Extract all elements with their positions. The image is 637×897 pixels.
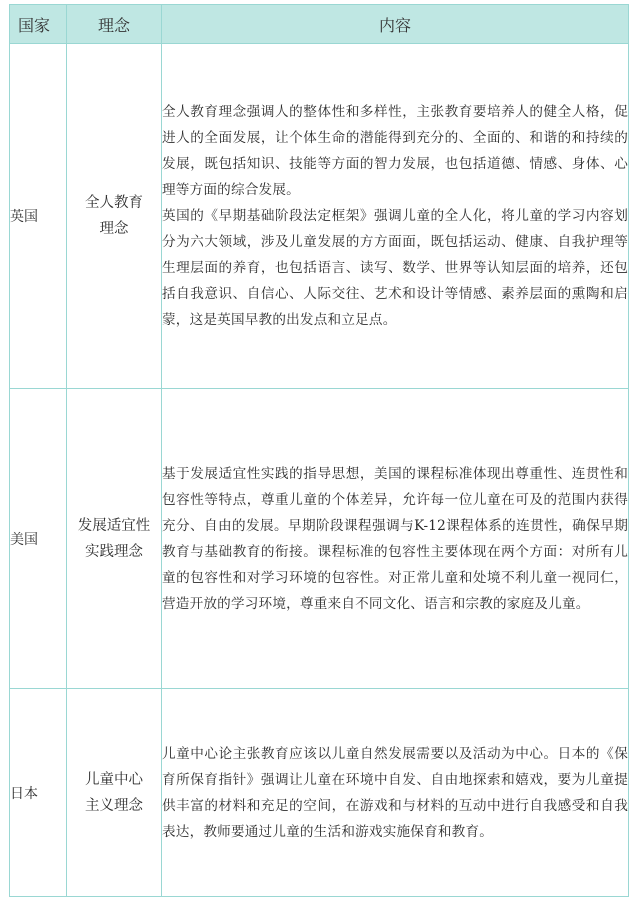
concept-line: 儿童中心	[85, 771, 143, 788]
row-concept	[67, 689, 162, 897]
education-concepts-table	[9, 4, 629, 897]
row-concept	[67, 389, 162, 689]
row-country: 美国	[10, 389, 67, 689]
header-concept: 理念	[67, 5, 162, 44]
row-country: 英国	[10, 44, 67, 389]
concept-line: 实践理念	[85, 543, 143, 560]
content-paragraph: 全人教育理念强调人的整体性和多样性，主张教育要培养人的健全人格，促进人的全面发展，让个体生命的潜能得到充分的、全面的、和谐的和持续的发展，既包括知识、技能等方面的智力发展，也包括道德、情感、身体、心理等方面的综合发展。	[162, 104, 628, 198]
concept-line: 主义理念	[85, 797, 143, 814]
table-row	[10, 689, 629, 897]
row-content	[162, 689, 629, 897]
content-paragraph: 儿童中心论主张教育应该以儿童自然发展需要以及活动为中心。日本的《保育所保育指针》强调让儿童在环境中自发、自由地探索和嬉戏，要为儿童提供丰富的材料和充足的空间，在游戏和与材料的互动中进行自我感受和自我表达，教师要通过儿童的生活和游戏实施保育和教育。	[162, 745, 628, 840]
row-concept	[67, 44, 162, 389]
table-row	[10, 44, 629, 389]
row-country: 日本	[10, 689, 67, 897]
table-row	[10, 389, 629, 689]
concept-line: 全人教育	[85, 195, 143, 211]
header-content: 内容	[162, 5, 629, 44]
row-content	[162, 44, 629, 389]
table-header-row	[10, 5, 629, 44]
header-country: 国家	[10, 5, 67, 44]
content-paragraph: 基于发展适宜性实践的指导思想，美国的课程标准体现出尊重性、连贯性和包容性等特点，尊重儿童的个体差异，允许每一位儿童在可及的范围内获得充分、自由的发展。早期阶段课程强调与K-12课程体系的连贯性，确保早期教育与基础教育的衔接。课程标准的包容性主要体现在两个方面：对所有儿童的包容性和对学习环境的包容性。对正常儿童和处境不利儿童一视同仁，营造开放的学习环境，尊重来自不同文化、语言和宗教的家庭及儿童。	[162, 465, 628, 612]
content-paragraph: 英国的《早期基础阶段法定框架》强调儿童的全人化，将儿童的学习内容划分为六大领域，涉及儿童发展的方方面面，既包括运动、健康、自我护理等生理层面的养育，也包括语言、读写、数学、世界等认知层面的培养，还包括自我意识、自信心、人际交往、艺术和设计等情感、素养层面的熏陶和启蒙，这是英国早教的出发点和立足点。	[162, 208, 628, 328]
row-content	[162, 389, 629, 689]
concept-line: 理念	[99, 221, 129, 237]
concept-line: 发展适宜性	[77, 517, 151, 534]
